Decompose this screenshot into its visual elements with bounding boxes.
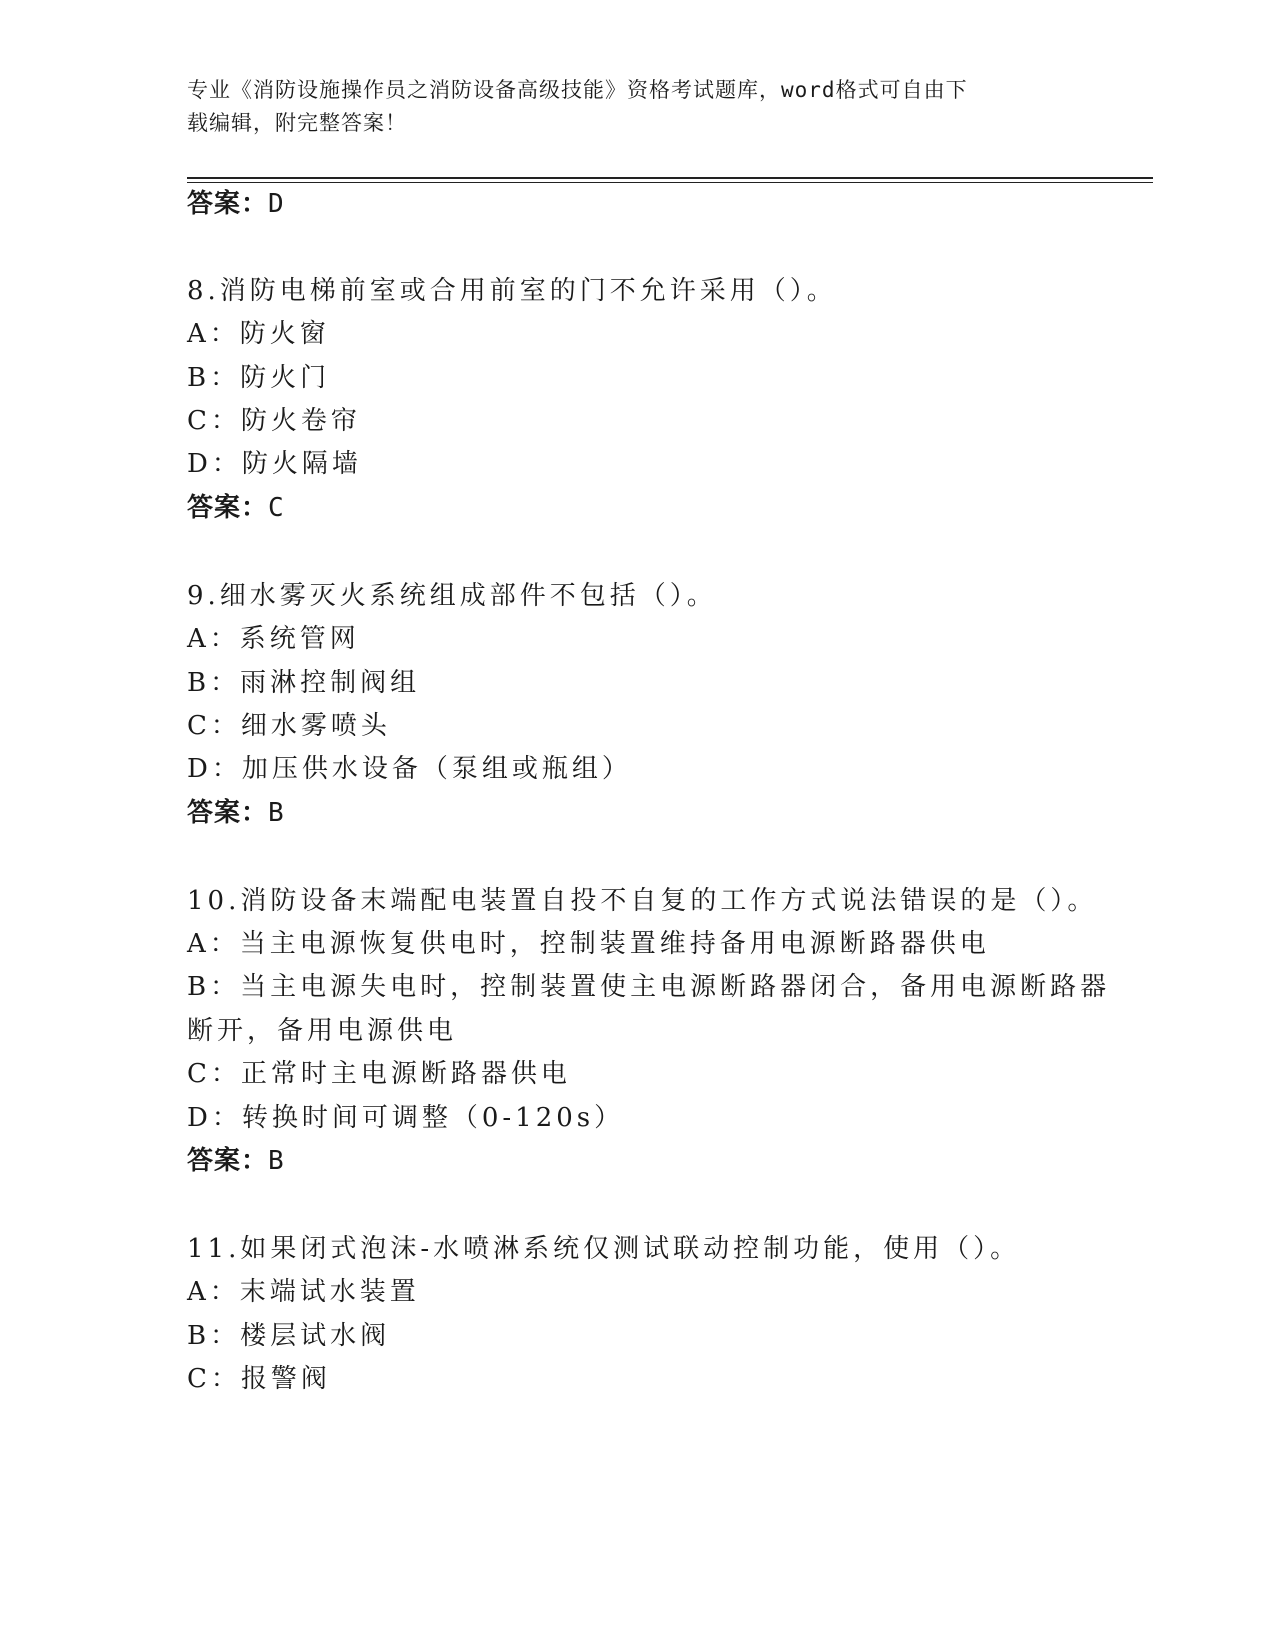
option-item: B：防火门 <box>187 363 331 393</box>
document-header <box>187 74 1067 140</box>
header-line-1: 专业《消防设施操作员之消防设备高级技能》资格考试题库，word格式可自由下 <box>187 78 968 102</box>
question-stem: 8.消防电梯前室或合用前室的门不允许采用（）。 <box>187 276 837 306</box>
option-item: B：楼层试水阀 <box>187 1321 391 1351</box>
question-stem: 11.如果闭式泡沫-水喷淋系统仅测试联动控制功能，使用（）。 <box>187 1234 1021 1264</box>
option-item: B：雨淋控制阀组 <box>187 668 421 698</box>
answer-label: 答案： <box>187 493 269 523</box>
answer-line <box>187 188 285 220</box>
answer-value: C <box>268 493 285 523</box>
answer-value: B <box>268 798 285 828</box>
answer-value: D <box>268 189 285 219</box>
answer-label: 答案： <box>187 798 269 828</box>
header-line-2: 载编辑，附完整答案！ <box>187 111 407 135</box>
option-item: C：防火卷帘 <box>187 406 361 436</box>
answer-line <box>187 492 285 524</box>
header-divider-thin <box>187 182 1153 183</box>
header-divider <box>187 177 1153 179</box>
option-item-continuation: 断开，备用电源供电 <box>187 1016 458 1046</box>
answer-value: B <box>268 1146 285 1176</box>
option-item: A：当主电源恢复供电时，控制装置维持备用电源断路器供电 <box>187 929 990 959</box>
option-item: A：末端试水装置 <box>187 1277 420 1307</box>
option-item: D：防火隔墙 <box>187 449 362 479</box>
option-item: C：细水雾喷头 <box>187 711 391 741</box>
answer-label: 答案： <box>187 189 269 219</box>
question-stem: 10.消防设备末端配电装置自投不自复的工作方式说法错误的是（）。 <box>187 886 1098 916</box>
option-item: C：正常时主电源断路器供电 <box>187 1059 571 1089</box>
answer-line <box>187 1145 285 1177</box>
answer-label: 答案： <box>187 1146 269 1176</box>
option-item: D：加压供水设备（泵组或瓶组） <box>187 754 632 784</box>
question-stem: 9.细水雾灭火系统组成部件不包括（）。 <box>187 581 717 611</box>
option-item: A：防火窗 <box>187 319 330 349</box>
option-item: A：系统管网 <box>187 624 360 654</box>
option-item: D：转换时间可调整（0-120s） <box>187 1103 625 1133</box>
option-item: B：当主电源失电时，控制装置使主电源断路器闭合，备用电源断路器 <box>187 972 1111 1002</box>
option-item: C：报警阀 <box>187 1364 331 1394</box>
answer-line <box>187 797 285 829</box>
